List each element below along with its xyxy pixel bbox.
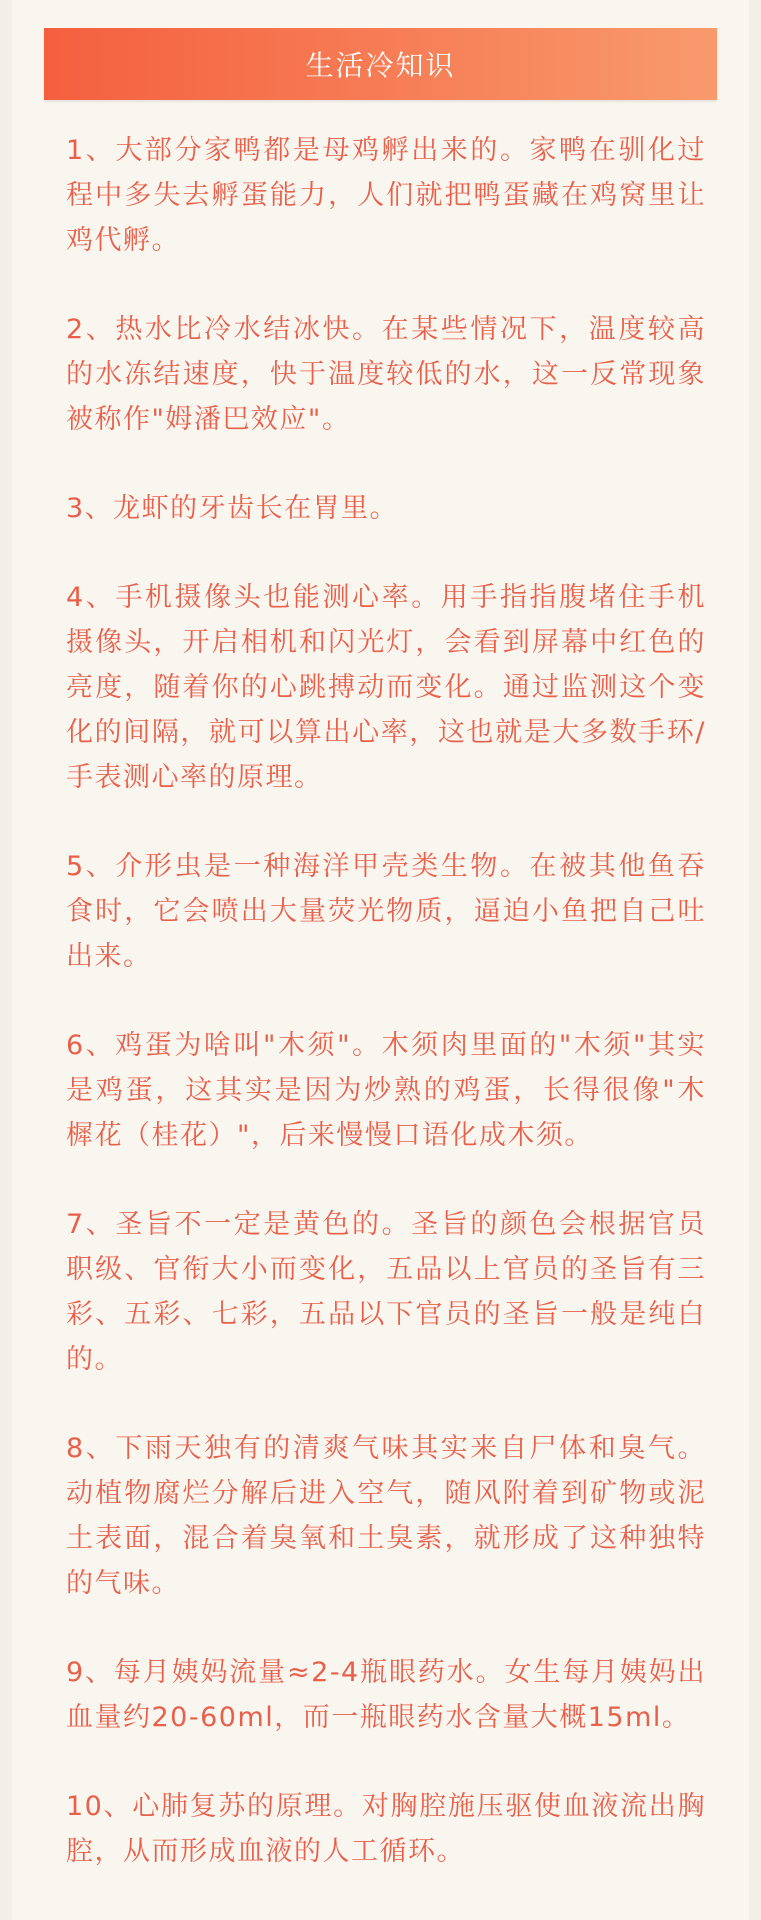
fact-item: 10、心肺复苏的原理。对胸腔施压驱使血液流出胸腔，从而形成血液的人工循环。: [66, 1791, 706, 1867]
fact-item: 7、圣旨不一定是黄色的。圣旨的颜色会根据官员职级、官衔大小而变化，五品以上官员的圣旨有三彩、五彩、七彩，五品以下官员的圣旨一般是纯白的。: [66, 1209, 706, 1375]
fact-item: 8、下雨天独有的清爽气味其实来自尸体和臭气。动植物腐烂分解后进入空气，随风附着到矿物或泥土表面，混合着臭氧和土臭素，就形成了这种独特的气味。: [66, 1433, 706, 1599]
fact-item: 1、大部分家鸭都是母鸡孵出来的。家鸭在驯化过程中多失去孵蛋能力，人们就把鸭蛋藏在鸡窝里让鸡代孵。: [66, 135, 706, 256]
fact-item: 3、龙虾的牙齿长在胃里。: [66, 493, 399, 524]
page-title: 生活冷知识: [305, 49, 456, 82]
title-banner: [44, 28, 717, 100]
article-card: [12, 0, 749, 1920]
fact-item: 5、介形虫是一种海洋甲壳类生物。在被其他鱼吞食时，它会喷出大量荧光物质，逼迫小鱼把自己吐出来。: [66, 851, 706, 972]
fact-item: 4、手机摄像头也能测心率。用手指指腹堵住手机摄像头，开启相机和闪光灯，会看到屏幕中红色的亮度，随着你的心跳搏动而变化。通过监测这个变化的间隔，就可以算出心率，这也就是大多数手环/手表测心率的原理。: [66, 582, 706, 793]
fact-item: 9、每月姨妈流量≈2-4瓶眼药水。女生每月姨妈出血量约20-60ml，而一瓶眼药水含量大概15ml。: [66, 1657, 706, 1733]
fact-item: 2、热水比冷水结冰快。在某些情况下，温度较高的水冻结速度，快于温度较低的水，这一反常现象被称作"姆潘巴效应"。: [66, 314, 706, 435]
facts-list: [44, 128, 706, 1874]
fact-item: 6、鸡蛋为啥叫"木须"。木须肉里面的"木须"其实是鸡蛋，这其实是因为炒熟的鸡蛋，长得很像"木樨花（桂花）"，后来慢慢口语化成木须。: [66, 1030, 706, 1151]
